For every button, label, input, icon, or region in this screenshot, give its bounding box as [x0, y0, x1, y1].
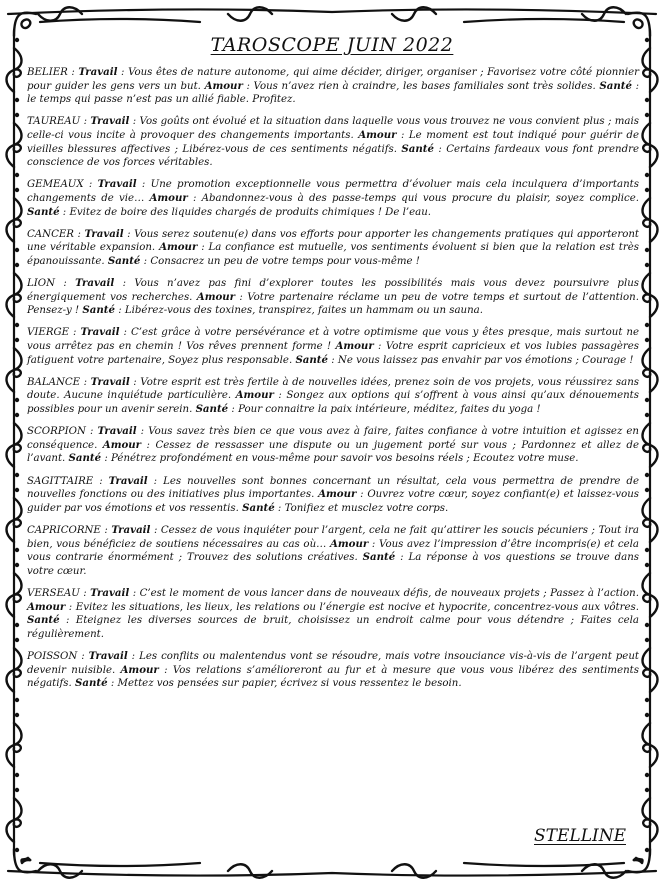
love-text: Abandonnez-vous à des passe-temps qui vous procure du plaisir, soyez complice.	[201, 192, 640, 204]
health-label: Santé	[599, 79, 632, 92]
sign-entry-taureau: TAUREAU : Travail : Vos goûts ont évolué et la situation dans laquelle vous vous trouvez ne vous convient plus ; mais celle-ci vous incite à provoquer des changements importants. Amour : Le moment est tout indiqué pour guérir de vieilles blessures affectives ; Libérez-vous de ces sentiments négatifs. Santé : Certains fardeaux vous font prendre conscience de vos forces véritables.	[27, 115, 639, 169]
health-label: Santé	[195, 403, 229, 416]
sign-entry-verseau: VERSEAU : Travail : C’est le moment de vous lancer dans de nouveaux défis, de nouveaux projets ; Passez à l’action. Amour : Evitez les situations, les lieux, les relations ou l’énergie est nocive et hypocrite, concentrez-vous aux vôtres. Santé : Eteignez les diverses sources de bruit, choisissez un endroit calme pour vous détendre ; Faites cela régulièrement.	[27, 586, 639, 640]
work-label: Travail	[78, 66, 118, 78]
love-text: Votre partenaire réclame un peu de votre temps et surtout de l’attention. Pensez-y !	[27, 291, 639, 317]
love-label: Amour	[330, 537, 369, 550]
health-label: Santé	[27, 614, 60, 627]
love-text: Songez aux options qui s’offrent à vous ainsi qu’aux dénouements possibles pour un avenir serein.	[27, 390, 639, 416]
love-label: Amour	[120, 663, 159, 676]
love-text: Ouvrez votre cœur, soyez confiant(e) et laissez-vous guider par vos émotions et vos ressentis.	[27, 489, 639, 514]
love-label: Amour	[149, 191, 188, 204]
work-label: Travail	[111, 523, 151, 536]
health-text: Libérez-vous des toxines, transpirez, faites un hammam ou un sauna.	[124, 305, 483, 317]
sign-entry-lion: LION : Travail : Vous n’avez pas fini d’explorer toutes les possibilités mais vous devez poursuivre plus énergiquement vos recherches. Amour : Votre partenaire réclame un peu de votre temps et surtout de l’attention. Pensez-y ! Santé : Libérez-vous des toxines, transpirez, faites un hammam ou un sauna.	[27, 277, 639, 317]
health-text: le temps qui passe n’est pas un allié fiable. Profitez.	[27, 94, 296, 106]
work-text: C’est grâce à votre persévérance et à votre optimisme que vous y êtes presque, mais surtout ne vous arrêtez pas en chemin ! Vos rêves prennent forme !	[27, 327, 639, 353]
health-label: Santé	[82, 304, 115, 317]
work-text: Vous serez soutenu(e) dans vos efforts pour apporter les changements pratiques qui apporteront une véritable expansion.	[27, 228, 639, 254]
health-text: Ne vous laissez pas envahir par vos émotions ; Courage !	[337, 354, 634, 366]
health-text: Evitez de boire des liquides chargés de produits chimiques ! De l’eau.	[69, 206, 432, 218]
health-text: Pour connaitre la paix intérieure, méditez, faites du yoga !	[238, 404, 541, 416]
love-text: Vous n’avez rien à craindre, les bases familiales sont très solides.	[253, 80, 596, 92]
work-text: Cessez de vous inquiéter pour l’argent, cela ne fait qu’attirer les soucis pécuniers ; Tout ira bien, vous bénéficiez de soutiens nécessaires au cas où…	[27, 524, 639, 550]
sign-name: BALANCE	[27, 376, 81, 388]
work-label: Travail	[97, 178, 137, 191]
love-text: Le moment est tout indiqué pour guérir de vieilles blessures affectives ; Libérez-vous de ces sentiments négatifs.	[27, 129, 639, 155]
love-label: Amour	[358, 128, 397, 141]
sign-entry-capricorne: CAPRICORNE : Travail : Cessez de vous inquiéter pour l’argent, cela ne fait qu’attirer les soucis pécuniers ; Tout ira bien, vous bénéficiez de soutiens nécessaires au cas où… Amour : Vous avez l’impression d’être incompris(e) et cela vous contrarie énormément ; Trouvez des solutions créatives. Santé : La réponse à vos questions se trouve dans votre cœur.	[27, 523, 639, 577]
sign-entry-sagittaire: SAGITTAIRE : Travail : Les nouvelles sont bonnes concernant un résultat, cela vous permettra de prendre de nouvelles fonctions ou des initiatives plus importantes. Amour : Ouvrez votre cœur, soyez confiant(e) et laissez-vous guider par vos émotions et vos ressentis. Santé : Tonifiez et musclez votre corps.	[27, 474, 639, 514]
work-text: Vos goûts ont évolué et la situation dans laquelle vous vous trouvez ne vous convient plus ; mais celle-ci vous incite à provoquer des changements importants.	[27, 116, 639, 141]
sign-entry-gemeaux: GEMEAUX : Travail : Une promotion exceptionnelle vous permettra d’évoluer mais cela inculquera d’importants changements de vie… Amour : Abandonnez-vous à des passe-temps qui vous procure du plaisir, soyez complice. Santé : Evitez de boire des liquides chargés de produits chimiques ! De l’eau.	[27, 178, 640, 218]
sign-entry-belier: BELIER : Travail : Vous êtes de nature autonome, qui aime décider, diriger, organiser ; Favorisez votre côté pionnier pour guider les gens vers un but. Amour : Vous n’avez rien à craindre, les bases familiales sont très solides. Santé : le temps qui passe n’est pas un allié fiable. Profitez.	[27, 66, 640, 106]
love-text: La confiance est mutuelle, vos sentiments évoluent si bien que la relation est très épanouissante.	[27, 242, 639, 267]
sign-entry-cancer: CANCER : Travail : Vous serez soutenu(e) dans vos efforts pour apporter les changements pratiques qui apporteront une véritable expansion. Amour : La confiance est mutuelle, vos sentiments évoluent si bien que la relation est très épanouissante. Santé : Consacrez un peu de votre temps pour vous-même !	[27, 227, 639, 267]
love-label: Amour	[335, 340, 374, 353]
work-label: Travail	[90, 586, 130, 599]
health-text: Tonifiez et musclez votre corps.	[284, 502, 449, 514]
work-label: Travail	[84, 227, 124, 240]
sign-name: GEMEAUX	[27, 179, 84, 191]
love-text: Vous avez l’impression d’être incompris(e) et cela vous contrarie énormément ; Trouvez des solutions créatives.	[27, 538, 639, 564]
health-text: Consacrez un peu de votre temps pour vous-même !	[150, 255, 420, 267]
health-label: Santé	[401, 142, 434, 155]
work-label: Travail	[97, 425, 137, 438]
love-label: Amour	[27, 600, 66, 613]
love-text: Evitez les situations, les lieux, les relations ou l’énergie est nocive et hypocrite, concentrez-vous aux vôtres.	[75, 601, 639, 613]
work-text: Vous êtes de nature autonome, qui aime décider, diriger, organiser ; Favorisez votre côté pionnier pour guider les gens vers un but.	[27, 67, 639, 92]
page-title: TAROSCOPE JUIN 2022	[210, 34, 454, 56]
work-label: Travail	[108, 474, 148, 487]
sign-name: POISSON	[27, 650, 78, 662]
sign-entry-vierge: VIERGE : Travail : C’est grâce à votre persévérance et à votre optimisme que vous y êtes presque, mais surtout ne vous arrêtez pas en chemin ! Vos rêves prennent forme ! Amour : Votre esprit capricieux et vos lubies passagères fatiguent votre partenaire, Soyez plus responsable. Santé : Ne vous laissez pas envahir par vos émotions ; Courage !	[27, 326, 639, 366]
love-text: Vos relations s’amélioreront au fur et à mesure que vous vous libérez des sentiments négatifs.	[27, 664, 639, 690]
love-label: Amour	[235, 389, 274, 402]
sign-name: CANCER	[27, 228, 74, 240]
health-text: Eteignez les diverses sources de bruit, choisissez un endroit calme pour vous détendre ; Faites cela régulièrement.	[27, 615, 639, 640]
work-text: C’est le moment de vous lancer dans de nouveaux défis, de nouveaux projets ; Passez à l’action.	[139, 587, 639, 599]
work-label: Travail	[75, 277, 115, 290]
health-text: Mettez vos pensées sur papier, écrivez si vous ressentez le besoin.	[117, 678, 462, 690]
work-label: Travail	[90, 115, 130, 128]
sign-name: VERSEAU	[27, 587, 80, 599]
sign-name: VIERGE	[27, 327, 70, 339]
work-text: Vous n’avez pas fini d’explorer toutes les possibilités mais vous devez poursuivre plus énergiquement vos recherches.	[27, 278, 639, 303]
sign-entry-scorpion: SCORPION : Travail : Vous savez très bien ce que vous avez à faire, faites confiance à votre intuition et agissez en conséquence. Amour : Cessez de ressasser une dispute ou un jugement porté sur vous ; Pardonnez et allez de l’avant. Santé : Pénétrez profondément en vous-même pour savoir vos besoins réels ; Ecoutez votre muse.	[27, 425, 639, 465]
signature: STELLINE	[534, 826, 626, 846]
love-label: Amour	[196, 290, 236, 303]
sign-name: SCORPION	[27, 426, 86, 438]
sign-name: TAUREAU	[27, 116, 81, 128]
work-label: Travail	[88, 649, 128, 662]
work-label: Travail	[80, 326, 120, 339]
sign-entry-poisson: POISSON : Travail : Les conflits ou malentendus vont se résoudre, mais votre insouciance vis-à-vis de l’argent peut devenir nuisible. Amour : Vos relations s’amélioreront au fur et à mesure que vous vous libérez des sentiments négatifs. Santé : Mettez vos pensées sur papier, écrivez si vous ressentez le besoin.	[27, 649, 639, 690]
health-text: La réponse à vos questions se trouve dans votre cœur.	[27, 552, 639, 577]
love-label: Amour	[204, 79, 243, 92]
health-label: Santé	[68, 452, 102, 465]
health-label: Santé	[362, 551, 396, 564]
health-label: Santé	[75, 677, 108, 690]
sign-name: LION	[27, 278, 56, 290]
love-label: Amour	[159, 241, 198, 254]
love-label: Amour	[318, 488, 357, 501]
health-text: Certains fardeaux vous font prendre conscience de vos forces véritables.	[27, 143, 639, 169]
work-text: Vous savez très bien ce que vous avez à faire, faites confiance à votre intuition et agissez en conséquence.	[27, 426, 639, 451]
love-text: Cessez de ressasser une dispute ou un jugement porté sur vous ; Pardonnez et allez de l’avant.	[27, 439, 639, 465]
health-label: Santé	[295, 353, 328, 366]
work-text: Les conflits ou malentendus vont se résoudre, mais votre insouciance vis-à-vis de l’argent peut devenir nuisible.	[27, 650, 639, 676]
work-text: Votre esprit est très fertile à de nouvelles idées, prenez soin de vos projets, vous réussirez sans doute. Aucune inquiétude particulière.	[27, 376, 639, 402]
work-text: Une promotion exceptionnelle vous permettra d’évoluer mais cela inculquera d’importants changements de vie…	[27, 179, 639, 204]
health-label: Santé	[242, 501, 275, 514]
sign-name: SAGITTAIRE	[27, 475, 94, 487]
sign-entry-balance: BALANCE : Travail : Votre esprit est très fertile à de nouvelles idées, prenez soin de vos projets, vous réussirez sans doute. Aucune inquiétude particulière. Amour : Songez aux options qui s’offrent à vous ainsi qu’aux dénouements possibles pour un avenir serein. Santé : Pour connaitre la paix intérieure, méditez, faites du yoga !	[27, 375, 639, 416]
sign-name: CAPRICORNE	[27, 524, 101, 536]
work-label: Travail	[90, 375, 130, 388]
health-label: Santé	[27, 205, 60, 218]
health-label: Santé	[107, 254, 141, 267]
love-text: Votre esprit capricieux et vos lubies passagères fatiguent votre partenaire, Soyez plus responsable.	[27, 341, 639, 366]
health-text: Pénétrez profondément en vous-même pour savoir vos besoins réels ; Ecoutez votre muse.	[111, 453, 579, 465]
horoscope-list	[27, 66, 639, 699]
love-label: Amour	[102, 438, 142, 451]
work-text: Les nouvelles sont bonnes concernant un résultat, cela vous permettra de prendre de nouvelles fonctions ou des initiatives plus importantes.	[27, 475, 639, 501]
sign-name: BELIER	[27, 67, 68, 78]
